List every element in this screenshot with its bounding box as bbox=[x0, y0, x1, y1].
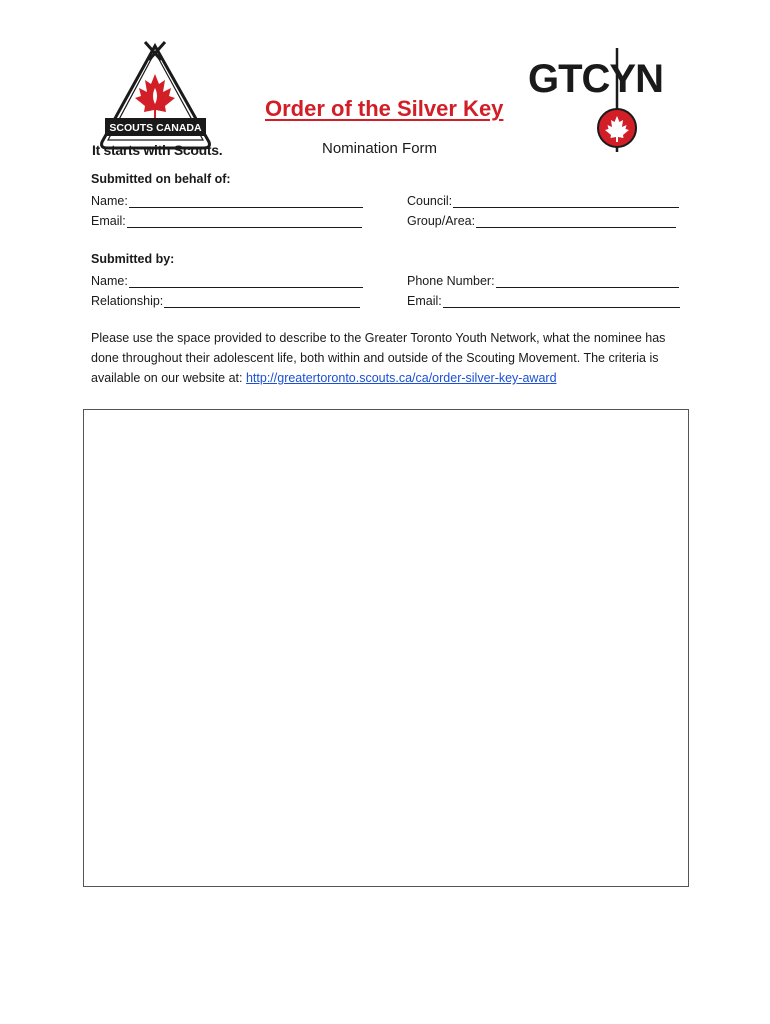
submitter-email-row bbox=[407, 292, 680, 308]
scouts-logo-text: SCOUTS CANADA bbox=[109, 122, 202, 134]
behalf-name-row bbox=[91, 192, 363, 208]
submitter-phone-label: Phone Number: bbox=[407, 274, 495, 288]
submitter-email-field[interactable] bbox=[443, 295, 680, 308]
page-subtitle: Nomination Form bbox=[322, 140, 438, 157]
behalf-group-row bbox=[407, 212, 676, 228]
nomination-description-box[interactable] bbox=[83, 409, 689, 887]
submitter-name-field[interactable] bbox=[129, 275, 363, 288]
instructions-text: Please use the space provided to describe to the Greater Toronto Youth Network, what the nominee has done throughout their adolescent life, both within and outside of the Scouting Movement. The criteria is available on our website at: bbox=[91, 331, 666, 385]
behalf-email-field[interactable] bbox=[127, 215, 362, 228]
behalf-email-label: Email: bbox=[91, 214, 126, 228]
instructions-paragraph bbox=[91, 328, 691, 388]
submitter-relationship-label: Relationship: bbox=[91, 294, 164, 308]
gtcyn-logo-text: GTCYN bbox=[528, 57, 663, 101]
submitter-email-label: Email: bbox=[407, 294, 442, 308]
behalf-council-label: Council: bbox=[407, 194, 453, 208]
submitter-name-label: Name: bbox=[91, 274, 128, 288]
behalf-email-row bbox=[91, 212, 362, 228]
behalf-council-row bbox=[407, 192, 679, 208]
behalf-council-field[interactable] bbox=[453, 195, 679, 208]
behalf-group-field[interactable] bbox=[476, 215, 676, 228]
page-title: Order of the Silver Key bbox=[265, 96, 504, 121]
submitter-relationship-field[interactable] bbox=[164, 295, 360, 308]
scouts-tagline: It starts with Scouts. bbox=[92, 142, 223, 158]
submitter-heading: Submitted by: bbox=[91, 252, 175, 266]
criteria-link[interactable]: http://greatertoronto.scouts.ca/ca/order-silver-key-award bbox=[245, 371, 557, 385]
behalf-name-field[interactable] bbox=[129, 195, 363, 208]
behalf-heading: Submitted on behalf of: bbox=[91, 172, 231, 186]
behalf-group-label: Group/Area: bbox=[407, 214, 476, 228]
submitter-phone-field[interactable] bbox=[496, 275, 679, 288]
submitter-relationship-row bbox=[91, 292, 360, 308]
behalf-name-label: Name: bbox=[91, 194, 128, 208]
submitter-name-row bbox=[91, 272, 363, 288]
submitter-phone-row bbox=[407, 272, 679, 288]
gtcyn-logo bbox=[528, 48, 682, 154]
